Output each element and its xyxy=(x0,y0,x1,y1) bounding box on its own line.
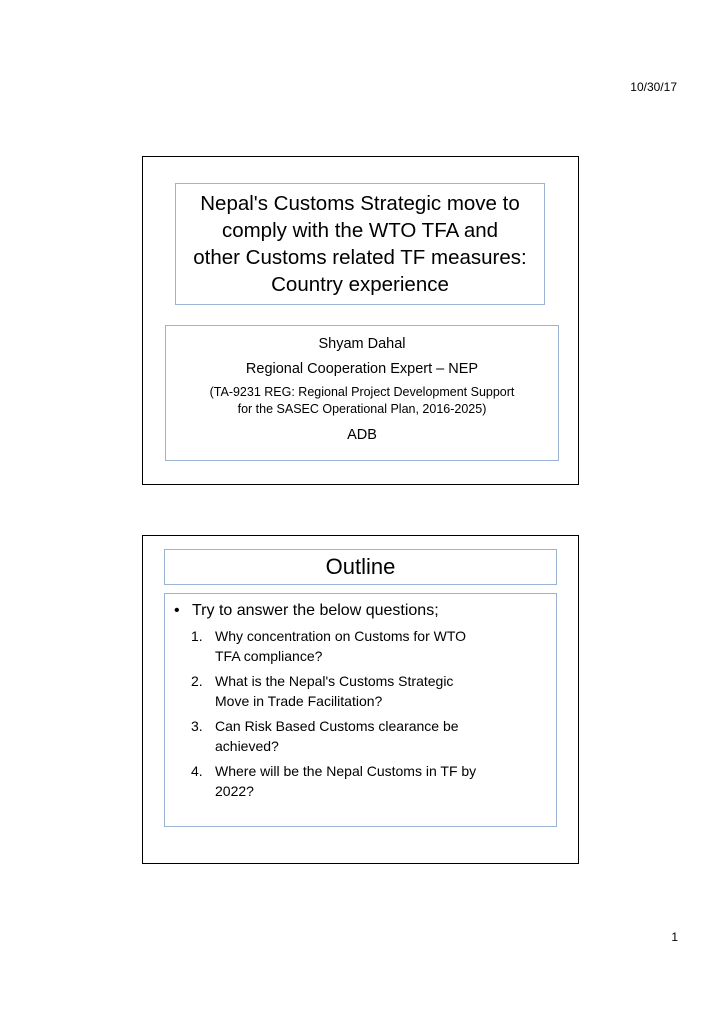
question-line: What is the Nepal's Customs Strategic xyxy=(215,673,454,689)
title-line: Country experience xyxy=(271,273,449,296)
title-line: other Customs related TF measures: xyxy=(193,246,527,269)
question-line: achieved? xyxy=(215,738,279,754)
organization: ADB xyxy=(347,427,377,443)
question-item xyxy=(191,716,550,756)
question-item xyxy=(191,626,550,666)
question-line: TFA compliance? xyxy=(215,648,323,664)
question-line: Why concentration on Customs for WTO xyxy=(215,628,467,644)
title-line: comply with the WTO TFA and xyxy=(221,219,499,242)
question-text xyxy=(215,761,476,801)
question-number: 4. xyxy=(191,763,203,779)
question-line: Move in Trade Facilitation? xyxy=(215,693,383,709)
question-item xyxy=(191,671,550,711)
page-number: 1 xyxy=(671,930,678,944)
bullet-item xyxy=(174,600,550,622)
slide-2 xyxy=(142,535,579,864)
handout-date: 10/30/17 xyxy=(630,80,677,94)
outline-body xyxy=(164,593,557,827)
question-line: 2022? xyxy=(215,783,254,799)
question-text xyxy=(215,626,466,666)
slide-2-title: Outline xyxy=(164,549,557,585)
question-line: Where will be the Nepal Customs in TF by xyxy=(215,763,477,779)
bullet-text: Try to answer the below questions; xyxy=(192,602,439,619)
question-number: 1. xyxy=(191,628,203,644)
project-line: for the SASEC Operational Plan, 2016-2025) xyxy=(237,402,487,416)
slide-1-subtitle xyxy=(165,325,559,461)
project-reference xyxy=(166,384,558,418)
question-list xyxy=(174,626,550,801)
question-text xyxy=(215,671,453,711)
question-number: 3. xyxy=(191,718,203,734)
bullet-icon: • xyxy=(174,602,180,619)
slide-1-title xyxy=(175,183,545,305)
project-line: (TA-9231 REG: Regional Project Development Support xyxy=(209,385,515,399)
question-text xyxy=(215,716,459,756)
question-line: Can Risk Based Customs clearance be xyxy=(215,718,459,734)
author-role: Regional Cooperation Expert – NEP xyxy=(245,361,479,377)
question-item xyxy=(191,761,550,801)
author-name: Shyam Dahal xyxy=(318,336,406,352)
title-line: Nepal's Customs Strategic move to xyxy=(200,192,520,215)
slide-1 xyxy=(142,156,579,485)
question-number: 2. xyxy=(191,673,203,689)
